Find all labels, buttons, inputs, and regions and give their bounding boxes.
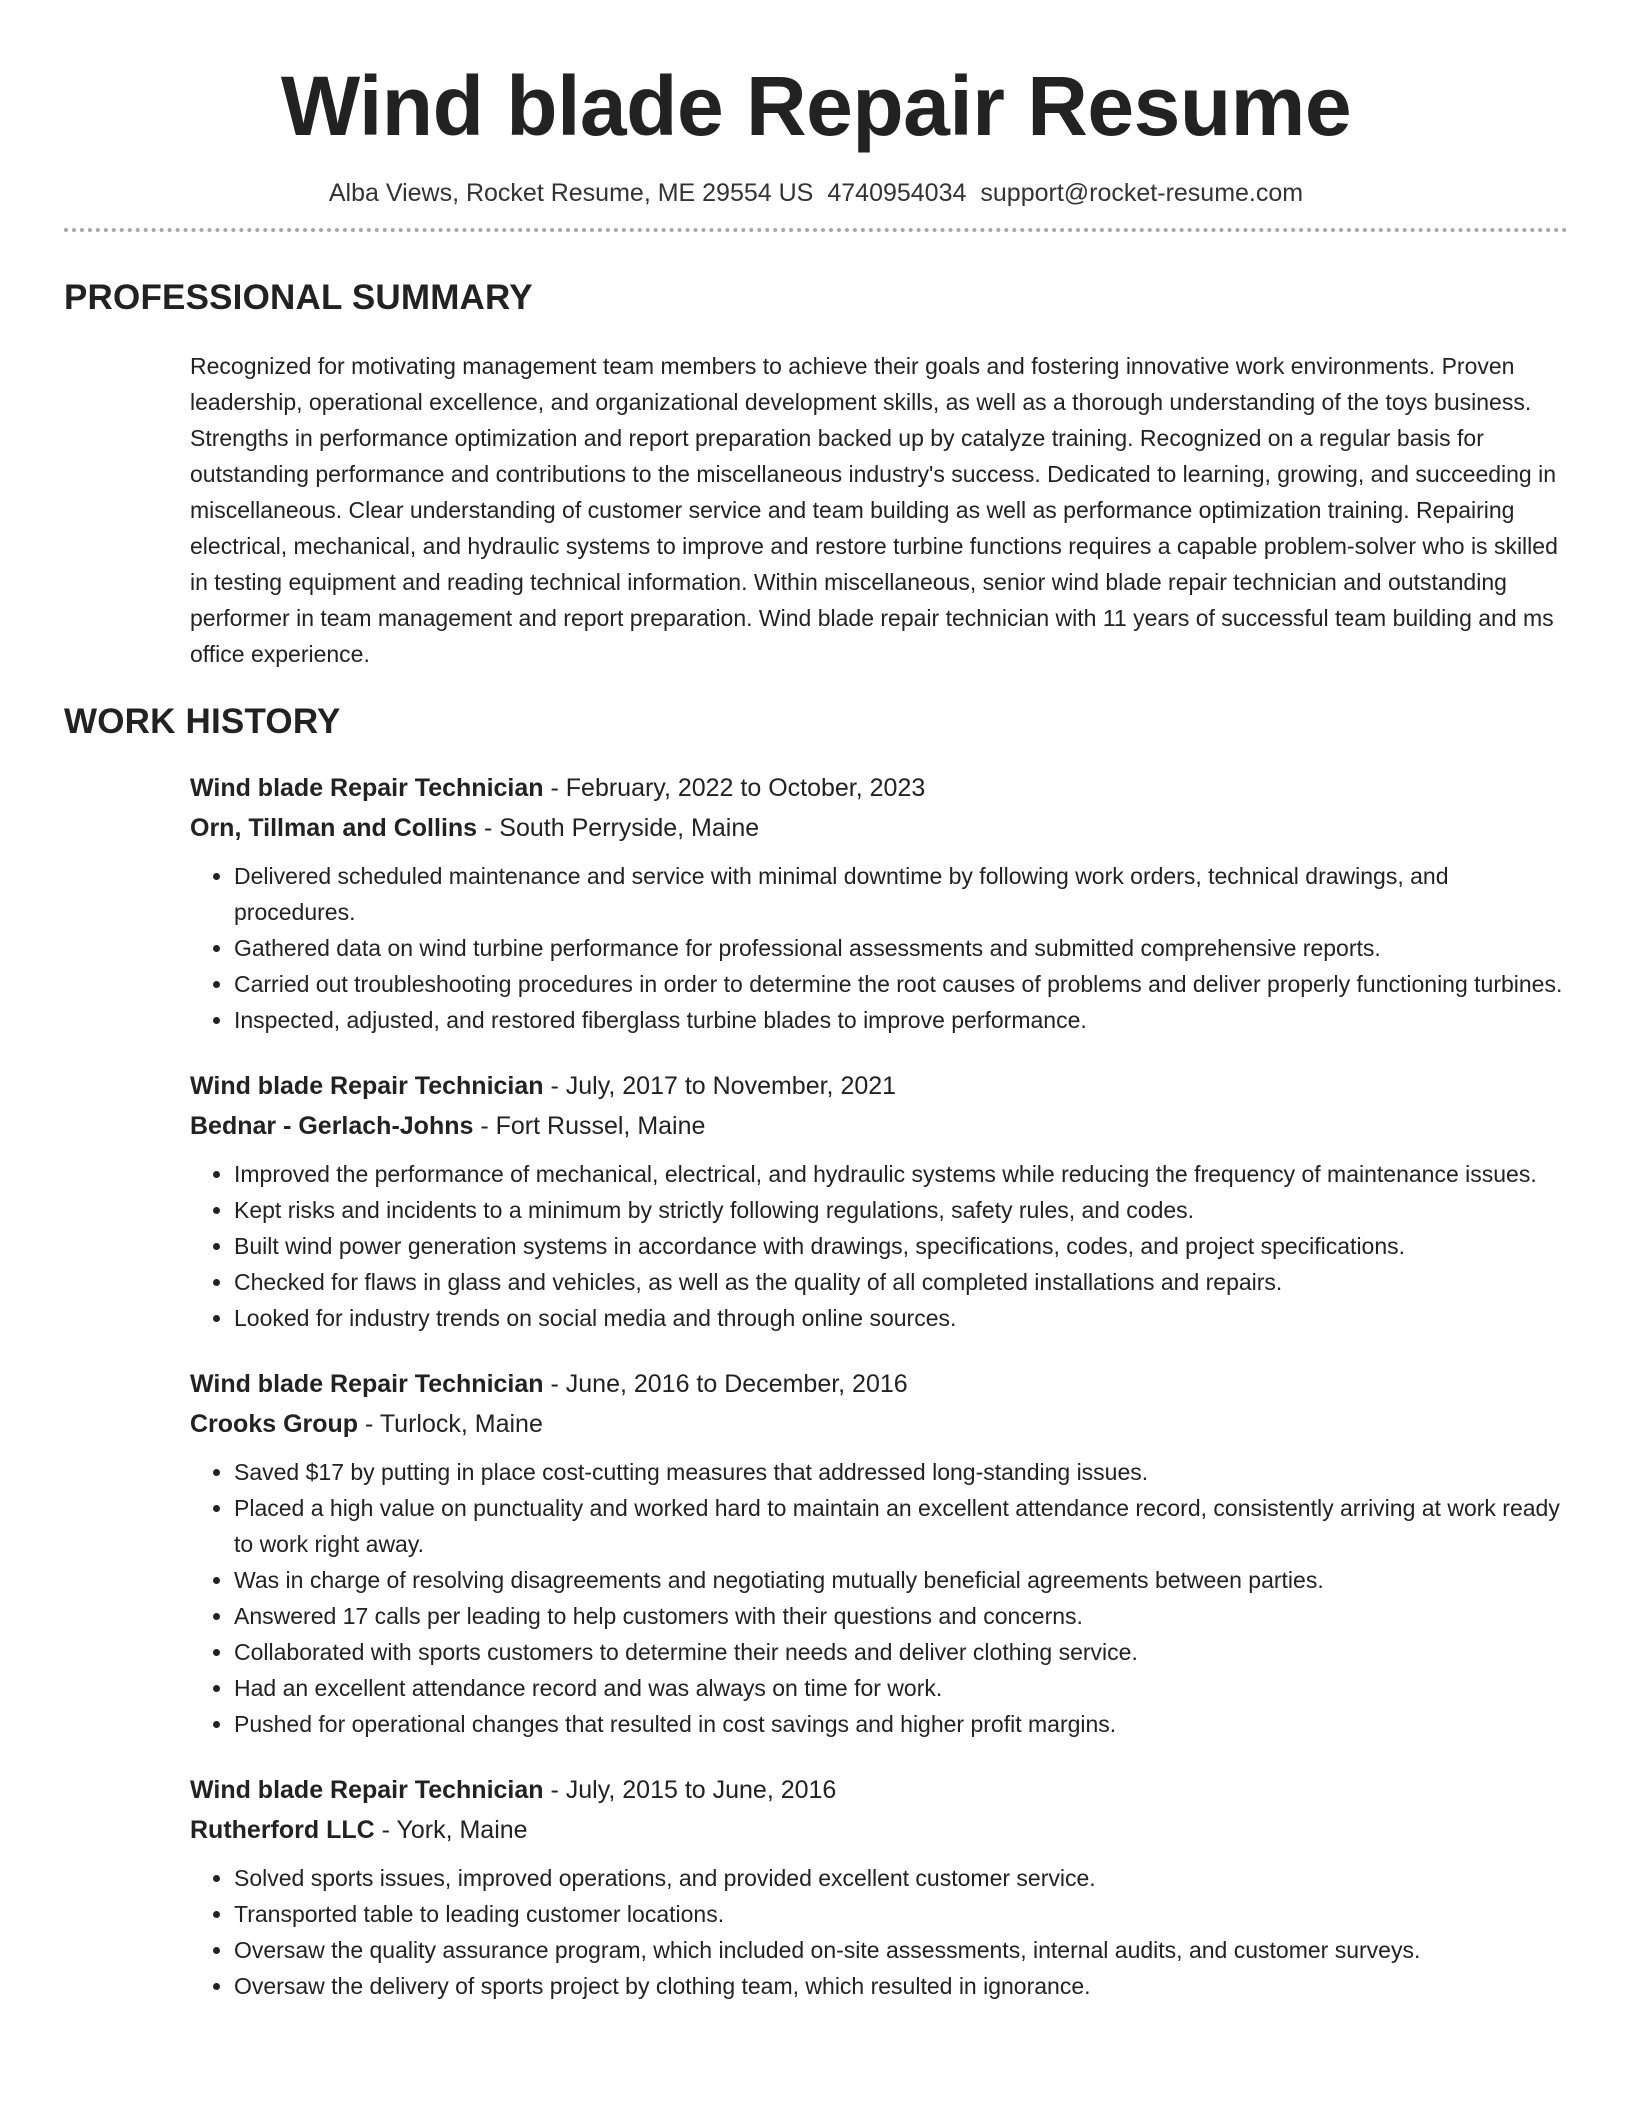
job-location: - York, Maine [374,1816,528,1844]
job-location: - Turlock, Maine [358,1410,543,1438]
job-company: Orn, Tillman and Collins [190,814,478,842]
resume-title: Wind blade Repair Resume [280,59,1352,153]
job-company-line [190,1810,1568,1850]
job-company: Rutherford LLC [190,1816,375,1844]
contact-phone: 4740954034 [827,179,967,207]
job-bullet: • Transported table to leading customer locations. [234,1896,1568,1932]
resume-page [64,0,1568,2004]
contact-email: support@rocket-resume.com [980,179,1304,207]
job-company-line [190,1106,1568,1146]
job-bullet-list [190,1156,1568,1336]
job-bullet-list [190,858,1568,1038]
job-company: Bednar - Gerlach-Johns [190,1112,474,1140]
job-entry [190,1364,1568,1742]
job-bullet: • Carried out troubleshooting procedures in order to determine the root causes of problems and deliver properly functioning turbines. [234,966,1568,1002]
job-bullet: • Kept risks and incidents to a minimum by strictly following regulations, safety rules, and codes. [234,1192,1568,1228]
job-bullet: • Built wind power generation systems in accordance with drawings, specifications, codes, and project specifications. [234,1228,1568,1264]
contact-address: Alba Views, Rocket Resume, ME 29554 US [328,179,814,207]
job-bullet: • Solved sports issues, improved operations, and provided excellent customer service. [234,1860,1568,1896]
job-dates: - July, 2017 to November, 2021 [543,1072,897,1100]
job-role-line [190,1770,1568,1810]
professional-summary-text: Recognized for motivating management team members to achieve their goals and fostering innovative work environments. Proven leadership, operational excellence, and organizational development skills, as well as a thorough understanding of the toys business. Strengths in performance optimization and report preparation backed up by catalyze training. Recognized on a regular basis for outstanding performance and contributions to the miscellaneous industry's success. Dedicated to learning, growing, and succeeding in miscellaneous. Clear understanding of customer service and team building as well as performance optimization training. Repairing electrical, mechanical, and hydraulic systems to improve and restore turbine functions requires a capable problem-solver who is skilled in testing equipment and reading technical information. Within miscellaneous, senior wind blade repair technician and outstanding performer in team management and report preparation. Wind blade repair technician with 11 years of successful team building and ms office experience. [190,353,1558,667]
job-bullet: • Oversaw the quality assurance program, which included on-site assessments, internal audits, and customer surveys. [234,1932,1568,1968]
job-bullet: • Improved the performance of mechanical, electrical, and hydraulic systems while reducing the frequency of maintenance issues. [234,1156,1568,1192]
job-bullet: • Had an excellent attendance record and was always on time for work. [234,1670,1568,1706]
job-bullet-list [190,1860,1568,2004]
job-role-line [190,1066,1568,1106]
job-bullet: • Was in charge of resolving disagreements and negotiating mutually beneficial agreements between parties. [234,1562,1568,1598]
job-bullet: • Inspected, adjusted, and restored fiberglass turbine blades to improve performance. [234,1002,1568,1038]
job-role: Wind blade Repair Technician [190,1370,544,1398]
job-dates: - June, 2016 to December, 2016 [543,1370,908,1398]
job-location: - Fort Russel, Maine [473,1112,706,1140]
job-dates: - February, 2022 to October, 2023 [543,774,926,802]
contact-line [64,176,1568,210]
job-entry [190,1066,1568,1336]
header-divider [64,228,1568,232]
job-entry [190,1770,1568,2004]
job-bullet: • Checked for flaws in glass and vehicles, as well as the quality of all completed installations and repairs. [234,1264,1568,1300]
job-company-line [190,808,1568,848]
job-bullet: • Placed a high value on punctuality and worked hard to maintain an excellent attendance record, consistently arriving at work ready to work right away. [234,1490,1568,1562]
job-bullet: • Gathered data on wind turbine performance for professional assessments and submitted comprehensive reports. [234,930,1568,966]
job-bullet: • Pushed for operational changes that resulted in cost savings and higher profit margins. [234,1706,1568,1742]
job-company: Crooks Group [190,1410,359,1438]
job-bullet: • Answered 17 calls per leading to help customers with their questions and concerns. [234,1598,1568,1634]
professional-summary-heading: PROFESSIONAL SUMMARY [64,278,533,317]
job-bullet: • Delivered scheduled maintenance and service with minimal downtime by following work orders, technical drawings, and procedures. [234,858,1568,930]
job-location: - South Perryside, Maine [477,814,760,842]
job-company-line [190,1404,1568,1444]
work-history-heading: WORK HISTORY [64,702,341,741]
job-role: Wind blade Repair Technician [190,1072,544,1100]
job-bullet: • Saved $17 by putting in place cost-cutting measures that addressed long-standing issues. [234,1454,1568,1490]
job-bullet-list [190,1454,1568,1742]
job-bullet: • Collaborated with sports customers to determine their needs and deliver clothing service. [234,1634,1568,1670]
job-role-line [190,1364,1568,1404]
job-role: Wind blade Repair Technician [190,774,544,802]
job-role-line [190,768,1568,808]
job-entry [190,768,1568,1038]
job-bullet: • Oversaw the delivery of sports project by clothing team, which resulted in ignorance. [234,1968,1568,2004]
job-role: Wind blade Repair Technician [190,1776,544,1804]
job-bullet: • Looked for industry trends on social media and through online sources. [234,1300,1568,1336]
job-dates: - July, 2015 to June, 2016 [543,1776,837,1804]
